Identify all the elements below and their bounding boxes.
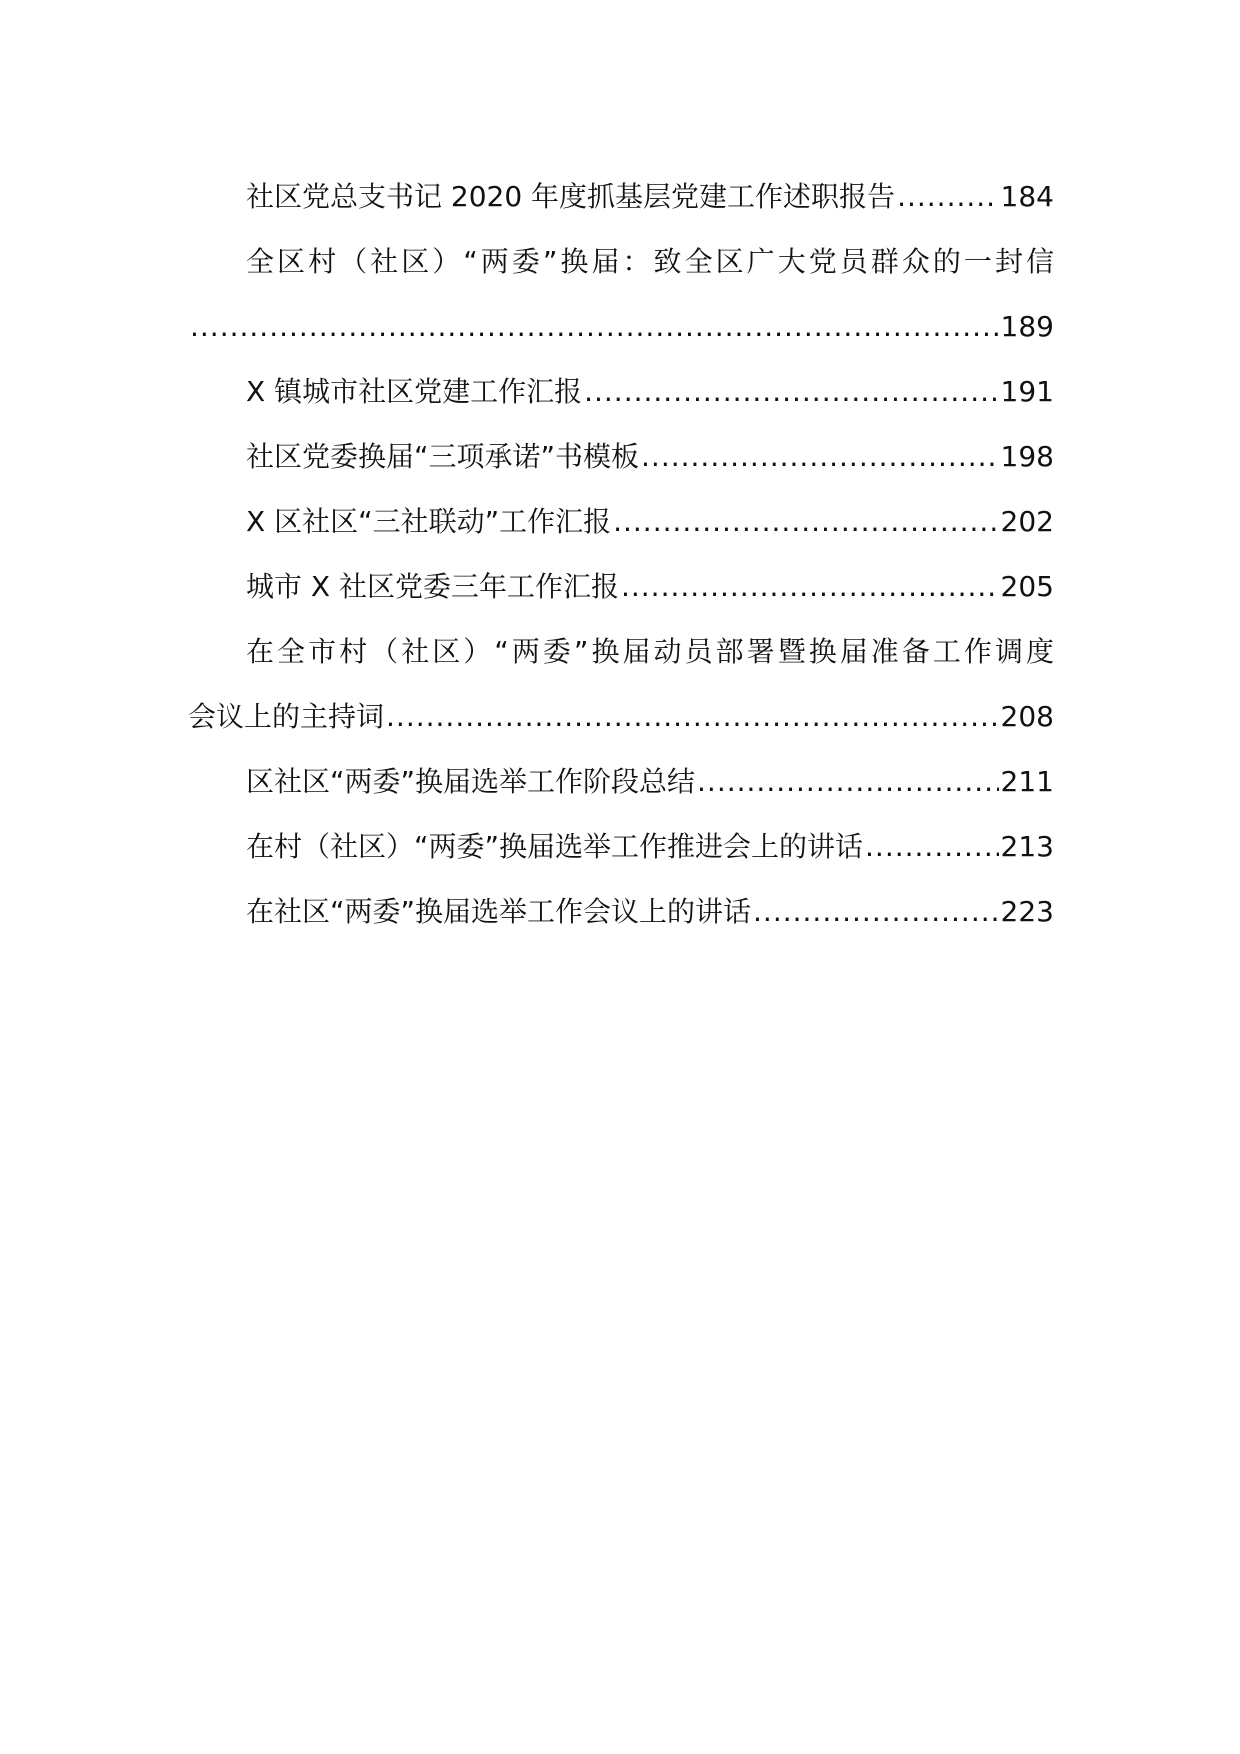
toc-leader-dots [897,164,998,229]
toc-entry-page: 223 [1000,895,1054,928]
toc-entry-title-line1: 全区村（社区）“两委”换届：致全区广大党员群众的一封信 [246,245,1054,278]
toc-entry-page: 191 [1000,375,1054,408]
toc-leader-dots [697,749,999,814]
toc-entry[interactable] [188,164,1054,229]
toc-entry[interactable] [188,749,1054,814]
toc-entry-title: 在村（社区）“两委”换届选举工作推进会上的讲话 [246,830,864,863]
toc-entry-title: X 区社区“三社联动”工作汇报 [246,505,612,538]
toc-entry[interactable] [188,229,1054,359]
toc-entry[interactable] [188,424,1054,489]
toc-entry-title: 社区党总支书记 2020 年度抓基层党建工作述职报告 [246,180,896,213]
toc-leader-dots [190,294,999,359]
toc-entry-line2 [188,294,1054,359]
toc-entry-page: 184 [1000,180,1054,213]
toc-entry-title-line1: 在全市村（社区）“两委”换届动员部署暨换届准备工作调度 [246,635,1054,668]
toc-leader-dots [386,684,999,749]
toc-leader-dots [641,424,999,489]
toc-leader-dots [865,814,999,879]
toc-entry-page: 213 [1000,830,1054,863]
toc-leader-dots [621,554,999,619]
toc-entry-title: 社区党委换届“三项承诺”书模板 [246,440,640,473]
toc-entry-title: 城市 X 社区党委三年工作汇报 [246,570,619,603]
toc-entry[interactable] [188,879,1054,944]
toc-leader-dots [584,359,998,424]
toc-entry-title-line2: 会议上的主持词 [188,700,385,733]
toc-entry-page: 189 [1000,310,1054,343]
toc-leader-dots [613,489,998,554]
table-of-contents [188,164,1054,944]
toc-entry-title: X 镇城市社区党建工作汇报 [246,375,583,408]
toc-entry[interactable] [188,619,1054,749]
toc-entry-title: 区社区“两委”换届选举工作阶段总结 [246,765,696,798]
toc-entry-title: 在社区“两委”换届选举工作会议上的讲话 [246,895,752,928]
toc-entry[interactable] [188,489,1054,554]
toc-entry[interactable] [188,554,1054,619]
toc-entry[interactable] [188,359,1054,424]
toc-entry[interactable] [188,814,1054,879]
toc-leader-dots [753,879,999,944]
toc-entry-page: 208 [1000,700,1054,733]
toc-entry-page: 198 [1000,440,1054,473]
toc-entry-page: 202 [1000,505,1054,538]
toc-entry-line2 [188,684,1054,749]
toc-entry-page: 205 [1000,570,1054,603]
toc-entry-page: 211 [1000,765,1054,798]
